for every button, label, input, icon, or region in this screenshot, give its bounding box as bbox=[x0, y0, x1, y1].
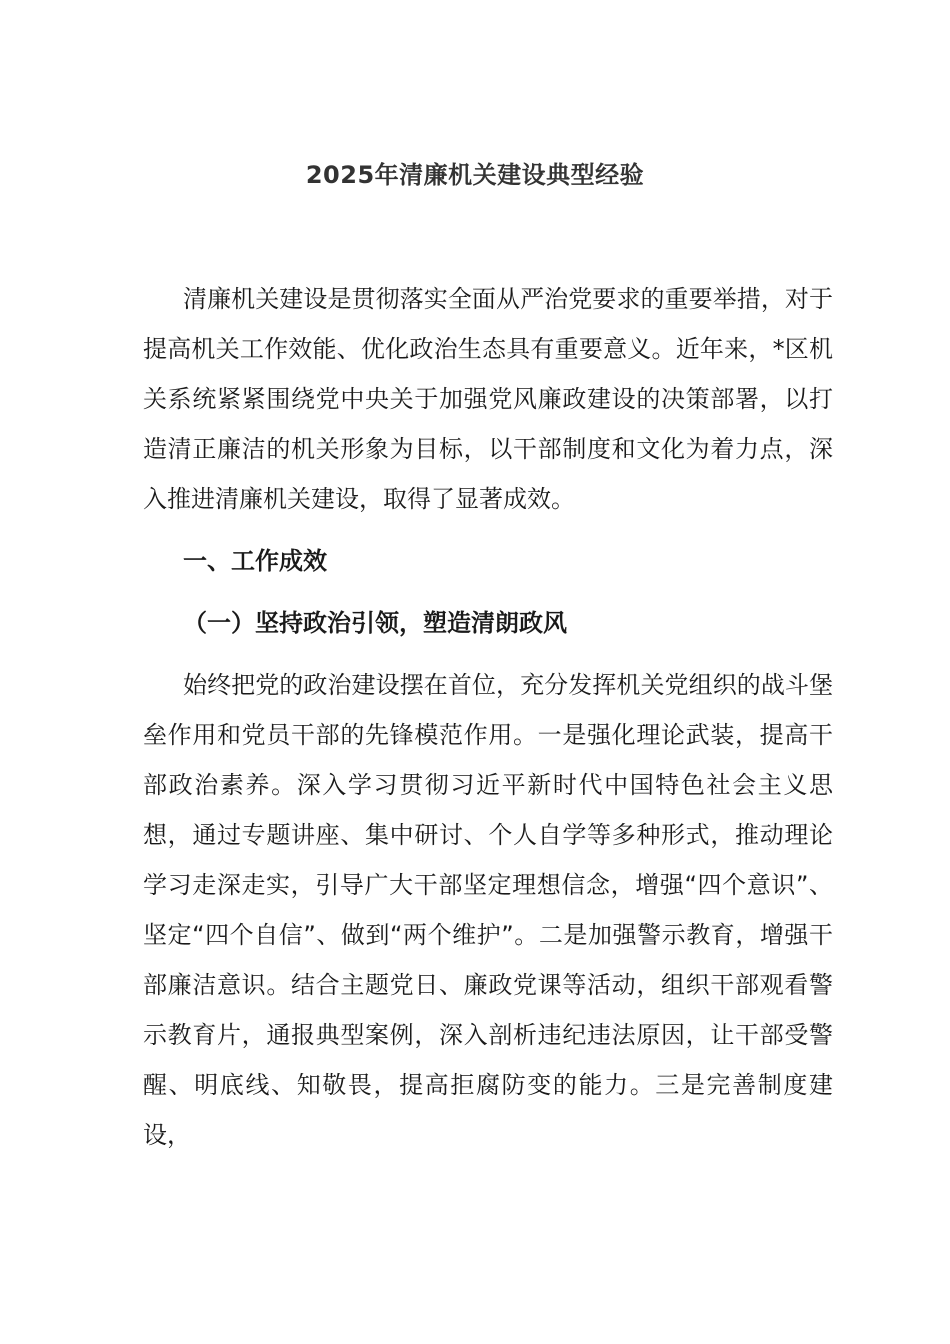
subsection-heading: （一）坚持政治引领，塑造清朗政风 bbox=[183, 609, 567, 637]
intro-paragraph: 清廉机关建设是贯彻落实全面从严治党要求的重要举措，对于提高机关工作效能、优化政治生态具有重要意义。近年来，*区机关系统紧紧围绕党中央关于加强党风廉政建设的决策部署，以打造清正廉洁的机关形象为目标，以干部制度和文化为着力点，深入推进清廉机关建设，取得了显著成效。 bbox=[143, 285, 833, 513]
section-heading: 一、工作成效 bbox=[183, 547, 327, 575]
document-body bbox=[143, 274, 833, 1172]
subsection-paragraph: 始终把党的政治建设摆在首位，充分发挥机关党组织的战斗堡垒作用和党员干部的先锋模范作用。一是强化理论武装，提高干部政治素养。深入学习贯彻习近平新时代中国特色社会主义思想，通过专题讲座、集中研讨、个人自学等多种形式，推动理论学习走深走实，引导广大干部坚定理想信念，增强“四个意识”、坚定“四个自信”、做到“两个维护”。二是加强警示教育，增强干部廉洁意识。结合主题党日、廉政党课等活动，组织干部观看警示教育片，通报典型案例，深入剖析违纪违法原因，让干部受警醒、明底线、知敬畏，提高拒腐防变的能力。三是完善制度建设， bbox=[143, 671, 833, 1149]
document-title: 2025年清廉机关建设典型经验 bbox=[305, 161, 645, 189]
